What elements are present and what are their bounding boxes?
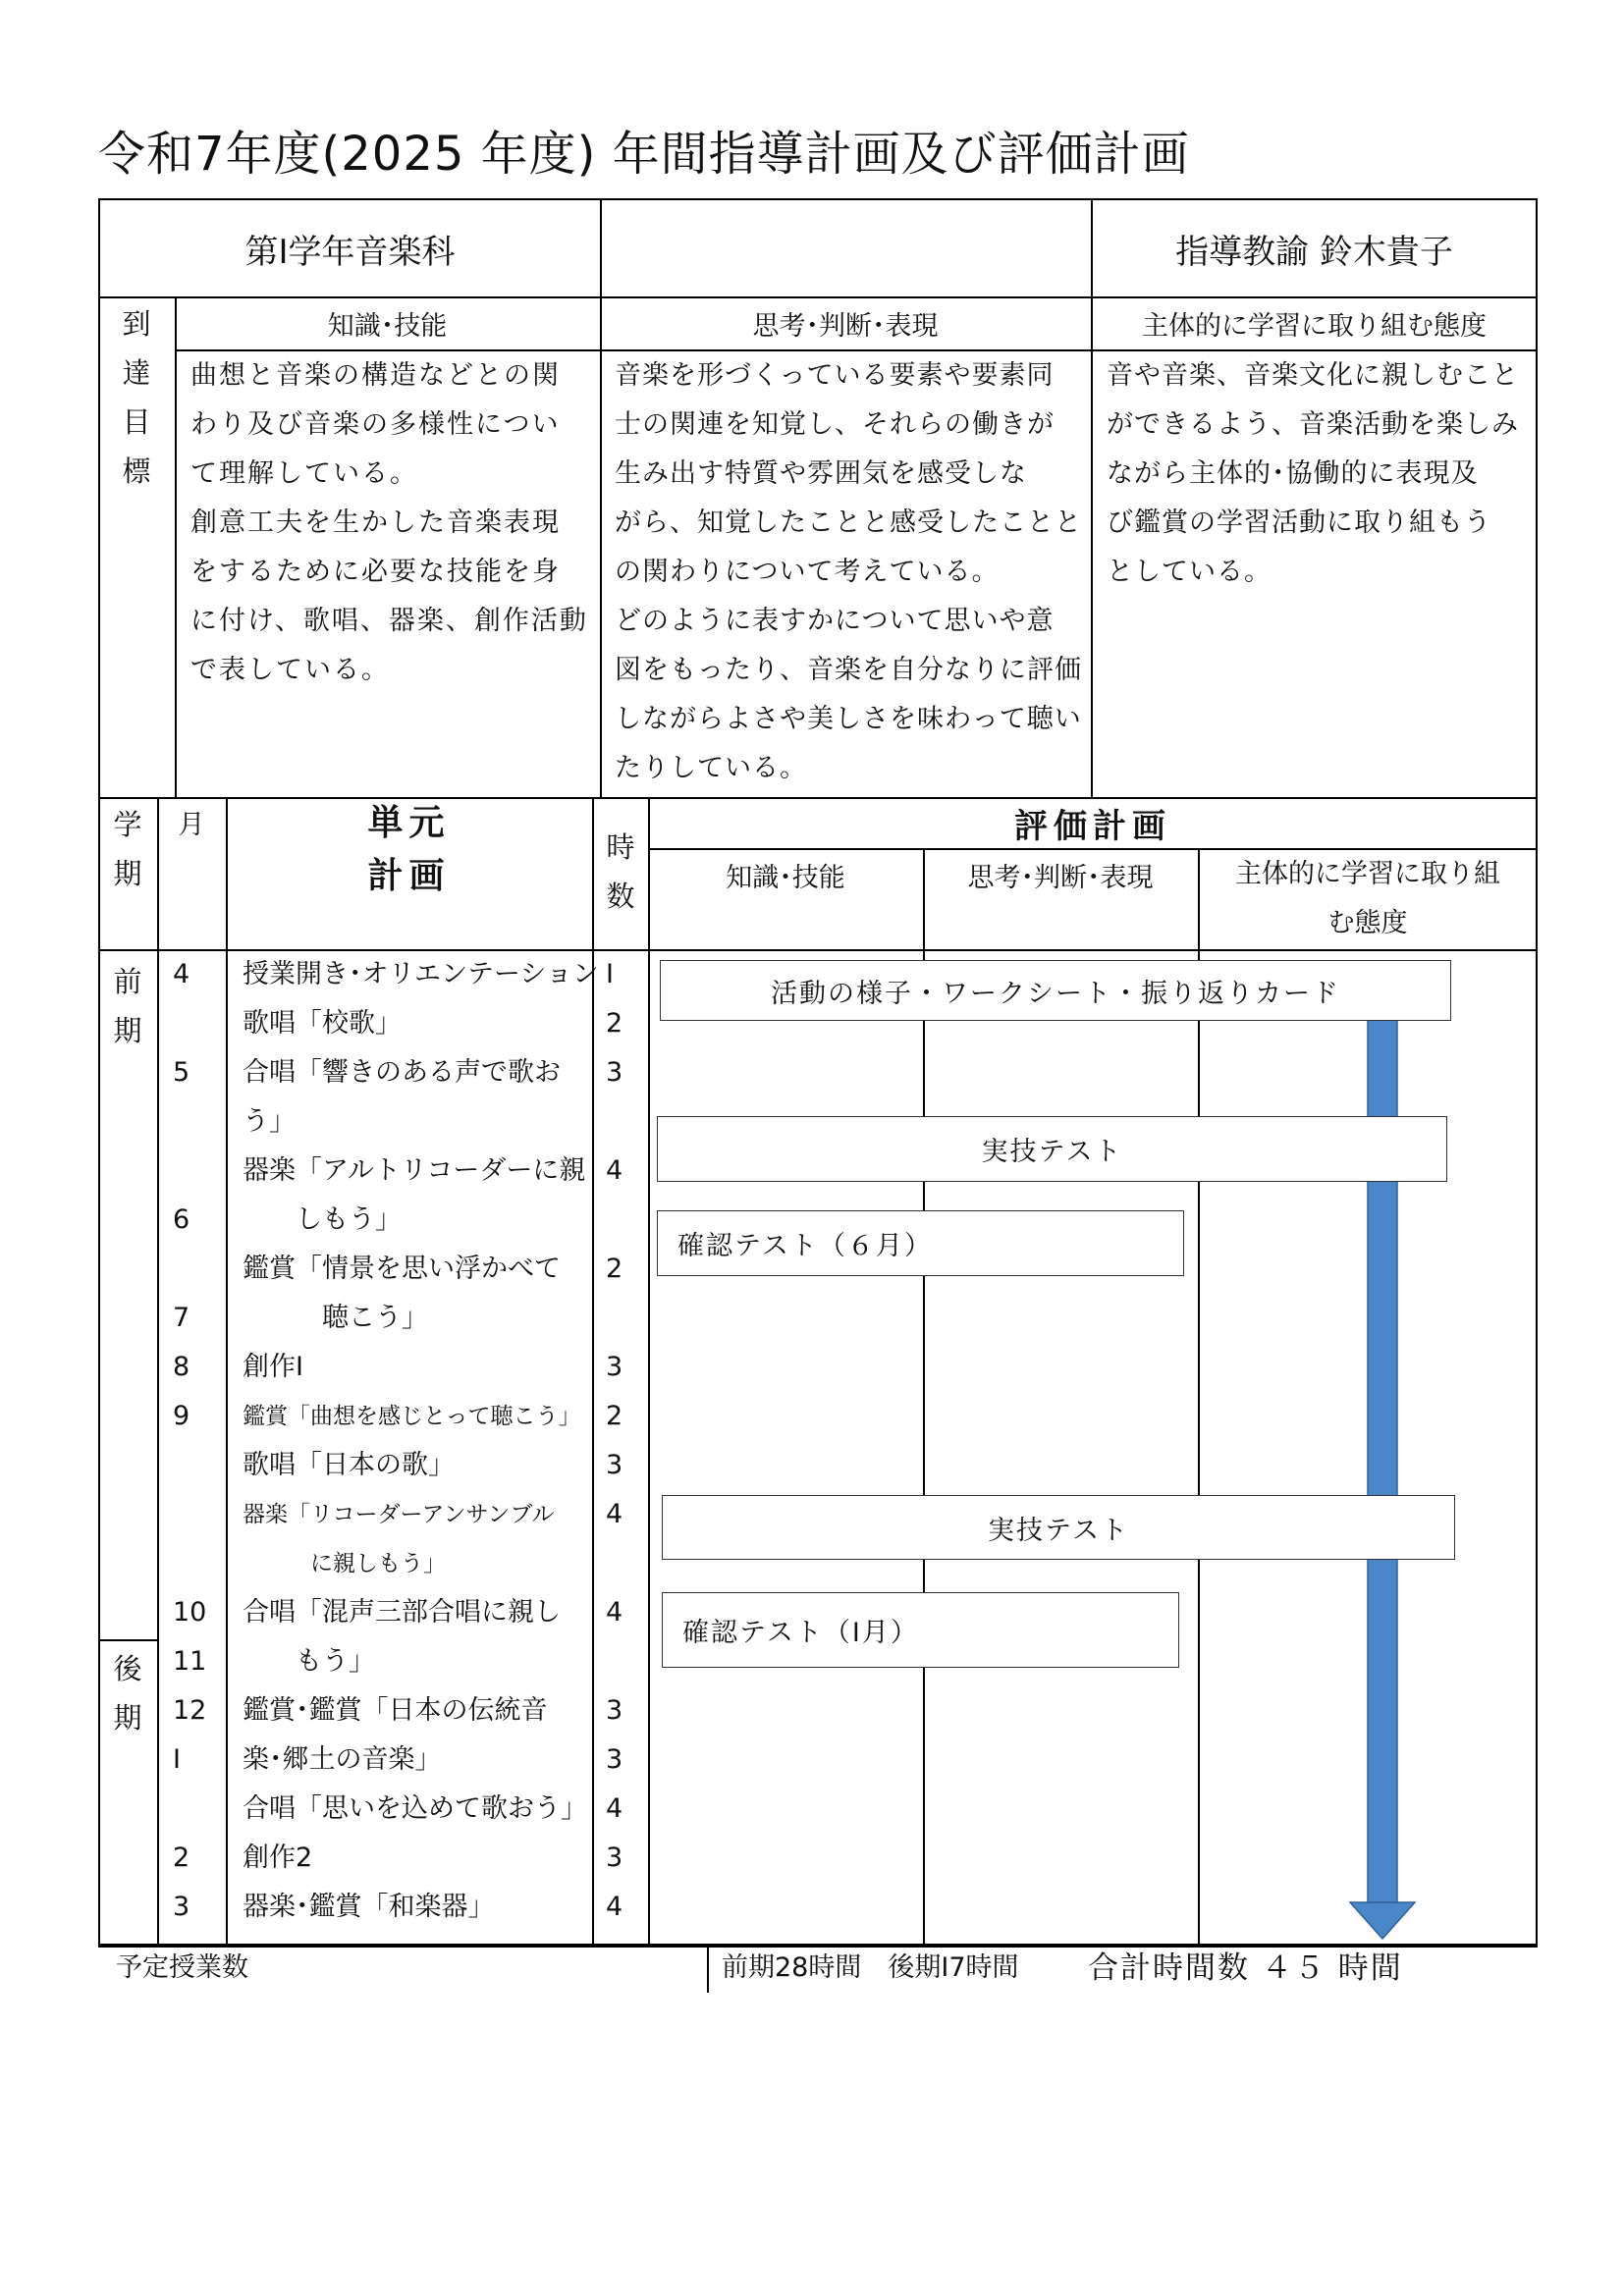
row-hours: 2 bbox=[606, 1401, 623, 1431]
divider bbox=[226, 797, 228, 1944]
term-header: 学 期 bbox=[113, 808, 142, 890]
row-unit: 器楽「アルトリコーダーに親 bbox=[243, 1155, 586, 1186]
goal-heading-attitude: 主体的に学習に取り組む態度 bbox=[1142, 310, 1487, 342]
eval-col-thinking: 思考･判断･表現 bbox=[967, 862, 1154, 893]
eval-check-test-text-2: 確認テスト（Ⅰ月） bbox=[682, 1618, 919, 1648]
row-month: 10 bbox=[173, 1597, 207, 1628]
row-unit: 歌唱「日本の歌」 bbox=[243, 1450, 455, 1480]
row-hours: 4 bbox=[606, 1499, 623, 1529]
row-month: 3 bbox=[173, 1892, 190, 1922]
row-unit: 鑑賞「曲想を感じとって聴こう」 bbox=[243, 1404, 581, 1429]
eval-activity-text: 活動の様子・ワークシート・振り返りカード bbox=[771, 978, 1340, 1009]
row-hours: 4 bbox=[606, 1892, 623, 1922]
unit-header: 単元 計画 bbox=[367, 803, 451, 896]
goal-text-knowledge: 曲想と音楽の構造などとの関 わり及び音楽の多様性につい て理解している。 創意工夫を生かした音楽表現 をするために必要な技能を身 に付け、歌唱、器楽、創作活動 で表している。 bbox=[190, 360, 588, 685]
row-unit: もう」 bbox=[243, 1646, 375, 1677]
goal-heading-knowledge: 知識･技能 bbox=[327, 310, 448, 342]
row-hours: Ⅰ bbox=[606, 959, 614, 989]
row-month: 11 bbox=[173, 1646, 207, 1677]
grade-subject: 第Ⅰ学年音楽科 bbox=[244, 232, 456, 272]
row-hours: 4 bbox=[606, 1597, 623, 1628]
row-unit: 歌唱「校歌」 bbox=[243, 1008, 402, 1039]
row-month: 7 bbox=[173, 1303, 190, 1333]
footer-label: 予定授業数 bbox=[116, 1952, 248, 1983]
row-month: Ⅰ bbox=[173, 1744, 181, 1775]
arrow-head bbox=[1350, 1902, 1415, 1939]
eval-skill-test-box-2 bbox=[662, 1495, 1455, 1560]
footer-total: 合計時間数 ４５ 時間 bbox=[1088, 1950, 1403, 1986]
row-unit: 合唱「響きのある声で歌お bbox=[243, 1057, 561, 1088]
row-unit: 鑑賞･鑑賞「日本の伝統音 bbox=[243, 1695, 548, 1726]
term-first: 前 期 bbox=[113, 965, 142, 1047]
row-hours: 4 bbox=[606, 1155, 623, 1186]
goal-text-attitude: 音や音楽、音楽文化に親しむこと ができるよう、音楽活動を楽しみ ながら主体的･協働的に表現及 び鑑賞の学習活動に取り組もう としている。 bbox=[1107, 360, 1519, 587]
divider bbox=[175, 296, 177, 799]
row-unit: 合唱「混声三部合唱に親し bbox=[243, 1597, 561, 1628]
eval-col-knowledge: 知識･技能 bbox=[726, 862, 845, 893]
row-month: 4 bbox=[173, 959, 190, 989]
row-hours: 3 bbox=[606, 1695, 623, 1726]
eval-check-test-box-1 bbox=[657, 1210, 1184, 1276]
row-hours: 2 bbox=[606, 1008, 623, 1039]
row-hours: 3 bbox=[606, 1842, 623, 1873]
eval-check-test-box-2 bbox=[662, 1592, 1179, 1668]
row-unit: 合唱「思いを込めて歌おう」 bbox=[243, 1793, 587, 1824]
eval-skill-test-box-1 bbox=[657, 1116, 1447, 1182]
row-unit: 器楽･鑑賞「和楽器」 bbox=[243, 1892, 495, 1922]
divider bbox=[648, 797, 650, 1944]
eval-col-attitude: 主体的に学習に取り組 む態度 bbox=[1235, 859, 1500, 938]
eval-check-test-text-1: 確認テスト（６月） bbox=[677, 1231, 933, 1261]
month-header: 月 bbox=[178, 809, 205, 840]
row-month: 6 bbox=[173, 1204, 190, 1235]
row-unit: 創作Ⅰ bbox=[243, 1352, 303, 1382]
header-blank-cell bbox=[600, 198, 1093, 298]
footer-breakdown: 前期28時間 後期Ⅰ7時間 bbox=[722, 1952, 1019, 1983]
eval-skill-test-text-2: 実技テスト bbox=[988, 1515, 1129, 1546]
row-month: 5 bbox=[173, 1057, 190, 1088]
row-month: 2 bbox=[173, 1842, 190, 1873]
goal-heading-thinking: 思考･判断･表現 bbox=[752, 310, 939, 342]
divider bbox=[157, 797, 159, 1944]
row-month: 9 bbox=[173, 1401, 190, 1431]
row-unit: う」 bbox=[243, 1106, 296, 1137]
evaluation-header: 評価計画 bbox=[1014, 806, 1171, 846]
row-unit: 創作2 bbox=[243, 1842, 313, 1873]
row-month: 12 bbox=[173, 1695, 207, 1726]
row-hours: 3 bbox=[606, 1450, 623, 1480]
divider bbox=[707, 1944, 709, 1993]
term-second: 後 期 bbox=[113, 1652, 142, 1735]
divider bbox=[1091, 296, 1093, 799]
eval-activity-box bbox=[660, 960, 1451, 1021]
teacher-name: 指導教諭 鈴木貴子 bbox=[1175, 232, 1453, 272]
row-unit: 授業開き･オリエンテーション bbox=[243, 959, 599, 989]
goal-text-thinking: 音楽を形づくっている要素や要素同 士の関連を知覚し、それらの働きが 生み出す特質や雰囲気を感受しな がら、知覚したことと感受したことと の関わりについて考えている。 どのように表すかについて思いや意 図をもったり、音楽を自分なりに評価 しながらよさや美しさを味わって聴い たりしている。 bbox=[615, 360, 1082, 783]
row-month: 8 bbox=[173, 1352, 190, 1382]
row-hours: 2 bbox=[606, 1254, 623, 1284]
hours-header: 時 数 bbox=[606, 830, 635, 913]
row-unit: 聴こう」 bbox=[243, 1303, 428, 1333]
eval-skill-test-text-1: 実技テスト bbox=[981, 1137, 1123, 1167]
row-unit: 鑑賞「情景を思い浮かべて bbox=[243, 1254, 561, 1284]
divider bbox=[98, 1639, 157, 1641]
row-unit: 器楽「リコーダーアンサンブル bbox=[243, 1502, 555, 1527]
row-unit: しもう」 bbox=[243, 1204, 402, 1235]
row-hours: 4 bbox=[606, 1793, 623, 1824]
goals-label: 到 達 目 標 bbox=[122, 307, 151, 488]
row-hours: 3 bbox=[606, 1744, 623, 1775]
row-unit: に親しもう」 bbox=[243, 1551, 446, 1576]
page-title: 令和7年度(2025 年度) 年間指導計画及び評価計画 bbox=[98, 127, 1190, 182]
row-hours: 3 bbox=[606, 1057, 623, 1088]
row-hours: 3 bbox=[606, 1352, 623, 1382]
divider bbox=[600, 296, 602, 799]
row-unit: 楽･郷土の音楽」 bbox=[243, 1744, 442, 1775]
